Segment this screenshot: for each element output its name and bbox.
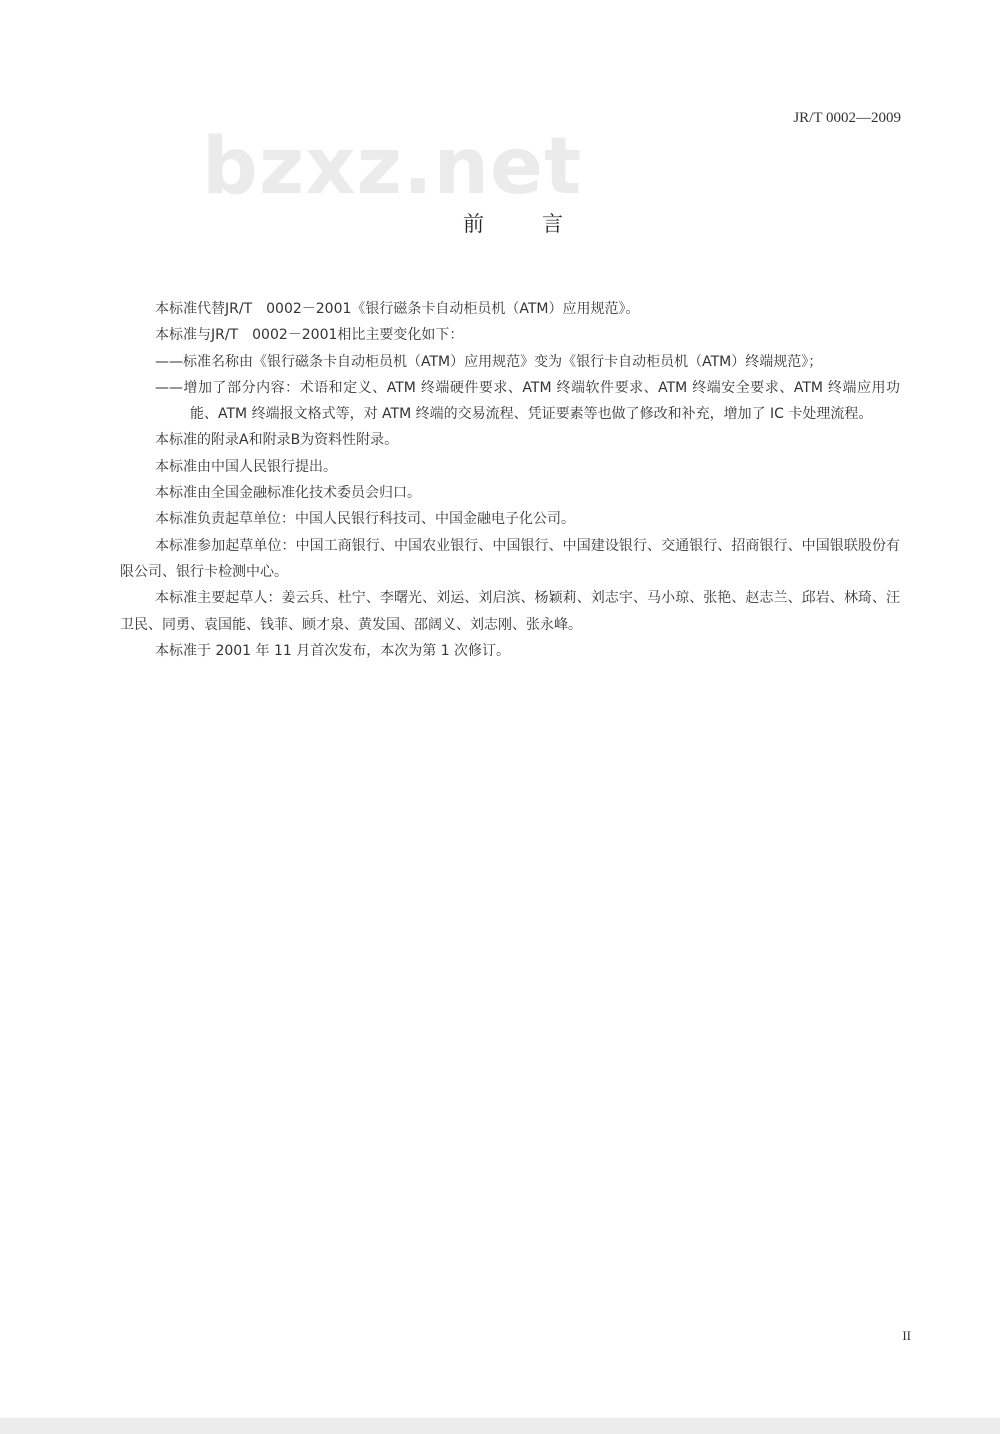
paragraph-changes-intro: 本标准与JR/T 0002－2001相比主要变化如下： [155, 327, 464, 344]
paragraph-centralized-by: 本标准由全国金融标准化技术委员会归口。 [155, 485, 421, 502]
change-item-title: ——标准名称由《银行磁条卡自动柜员机（ATM）应用规范》变为《银行卡自动柜员机（ATM）终端规范》； [155, 353, 823, 370]
viewer-bottom-strip [0, 1418, 1000, 1434]
standard-code: JR/T 0002—2009 [793, 110, 901, 126]
change-item-content: ——增加了部分内容：术语和定义、ATM 终端硬件要求、ATM 终端软件要求、ATM 终端安全要求、ATM 终端应用功能、ATM 终端报文格式等，对 ATM 终端的交易流程、凭证要素等也做了修改和补充，增加了 IC 卡处理流程。 [155, 379, 900, 423]
title-char-1: 前 [463, 212, 484, 236]
page-title [0, 208, 1000, 238]
page-number: II [902, 1328, 911, 1343]
paragraph-replaces: 本标准代替JR/T 0002－2001《银行磁条卡自动柜员机（ATM）应用规范》。 [155, 301, 640, 317]
paragraph-release-history: 本标准于 2001 年 11 月首次发布，本次为第 1 次修订。 [155, 642, 511, 659]
title-char-2: 言 [542, 212, 563, 236]
paragraph-proposed-by: 本标准由中国人民银行提出。 [155, 458, 337, 475]
paragraph-appendix: 本标准的附录A和附录B为资料性附录。 [155, 432, 399, 449]
watermark-logo: bzxz.net [202, 122, 583, 212]
paragraph-participating-drafters: 本标准参加起草单位：中国工商银行、中国农业银行、中国银行、中国建设银行、交通银行、招商银行、中国银联股份有限公司、银行卡检测中心。 [120, 537, 900, 580]
paragraph-main-drafters: 本标准主要起草人：姜云兵、杜宁、李曙光、刘运、刘启滨、杨颖莉、刘志宇、马小琼、张艳、赵志兰、邱岩、林琦、汪卫民、同勇、袁国能、钱菲、顾才泉、黄发国、邵阔义、刘志刚、张永峰。 [120, 590, 900, 633]
paragraph-responsible-drafter: 本标准负责起草单位：中国人民银行科技司、中国金融电子化公司。 [155, 511, 575, 528]
foreword-body [120, 296, 900, 664]
